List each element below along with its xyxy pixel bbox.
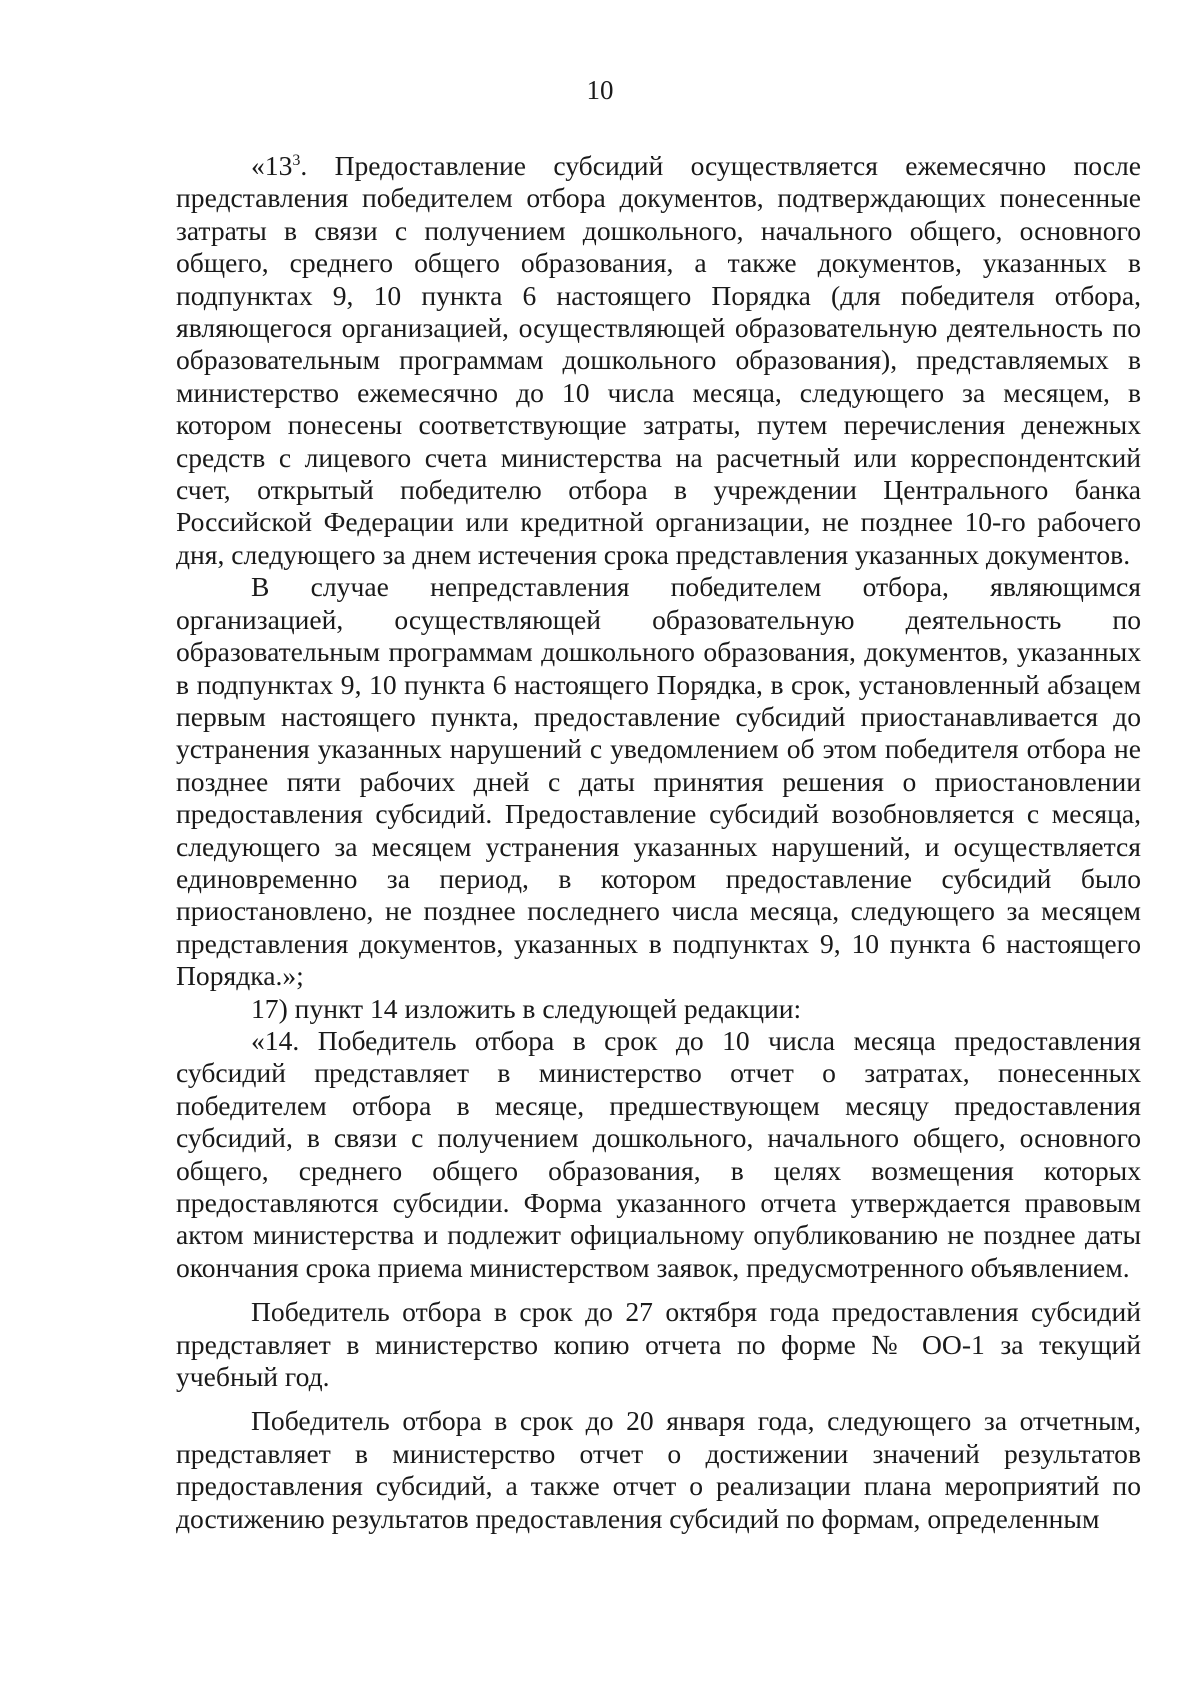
paragraph-item-17: 17) пункт 14 изложить в следующей редакции: <box>251 992 802 1024</box>
paragraph-oo1-report: Победитель отбора в срок до 27 октября года предоставления субсидий представляет в министерство копию отчета по форме № ОО-1 за текущий учебный год. <box>176 1296 1141 1393</box>
document-body <box>176 150 1141 1535</box>
paragraph-suspension: В случае непредставления победителем отбора, являющимся организацией, осуществляющей образовательную деятельность по образовательным программам дошкольного образования, документов, указанных в подпунктах 9, 10 пункта 6 настоящего Порядка, в срок, установленный абзацем первым настоящего пункта, предоставление субсидий приостанавливается до устранения указанных нарушений с уведомлением об этом победителя отбора не позднее пяти рабочих дней с даты принятия решения о приостановлении предоставления субсидий. Предоставление субсидий возобновляется с месяца, следующего за месяцем устранения указанных нарушений, и осуществляется единовременно за период, в котором предоставление субсидий было приостановлено, не позднее последнего числа месяца, следующего за месяцем представления документов, указанных в подпунктах 9, 10 пункта 6 настоящего Порядка.»; <box>176 571 1141 992</box>
paragraph-13-3-text: . Предоставление субсидий осуществляется ежемесячно после представления победителем отбора документов, подтверждающих понесенные затраты в связи с получением дошкольного, начального общего, основного общего, среднего общего образования, а также документов, указанных в подпунктах 9, 10 пункта 6 настоящего Порядка (для победителя отбора, являющегося организацией, осуществляющей образовательную деятельность по образовательным программам дошкольного образования), представляемых в министерство ежемесячно до 10 числа месяца, следующего за месяцем, в котором понесены соответствующие затраты, путем перечисления денежных средств с лицевого счета министерства на расчетный или корреспондентский счет, открытый победителю отбора в учреждении Центрального банка Российской Федерации или кредитной организации, не позднее 10-го рабочего дня, следующего за днем истечения срока представления указанных документов. <box>176 150 1141 570</box>
paragraph-14: «14. Победитель отбора в срок до 10 числа месяца предоставления субсидий представляет в министерство отчет о затратах, понесенных победителем отбора в месяце, предшествующем месяцу предоставления субсидий, в связи с получением дошкольного, начального общего, основного общего, среднего общего образования, в целях возмещения которых предоставляются субсидии. Форма указанного отчета утверждается правовым актом министерства и подлежит официальному опубликованию не позднее даты окончания срока приема министерством заявок, предусмотренного объявлением. <box>176 1024 1141 1283</box>
paragraph-results-report: Победитель отбора в срок до 20 января года, следующего за отчетным, представляет в министерство отчет о достижении значений результатов предоставления субсидий, а также отчет о реализации плана мероприятий по достижению результатов предоставления субсидий по формам, определенным <box>176 1405 1141 1534</box>
paragraph-13-3 <box>176 150 1141 571</box>
page-number: 10 <box>586 75 614 105</box>
superscript: 3 <box>292 151 301 169</box>
paragraph-13-3-number: «13 <box>251 150 293 181</box>
